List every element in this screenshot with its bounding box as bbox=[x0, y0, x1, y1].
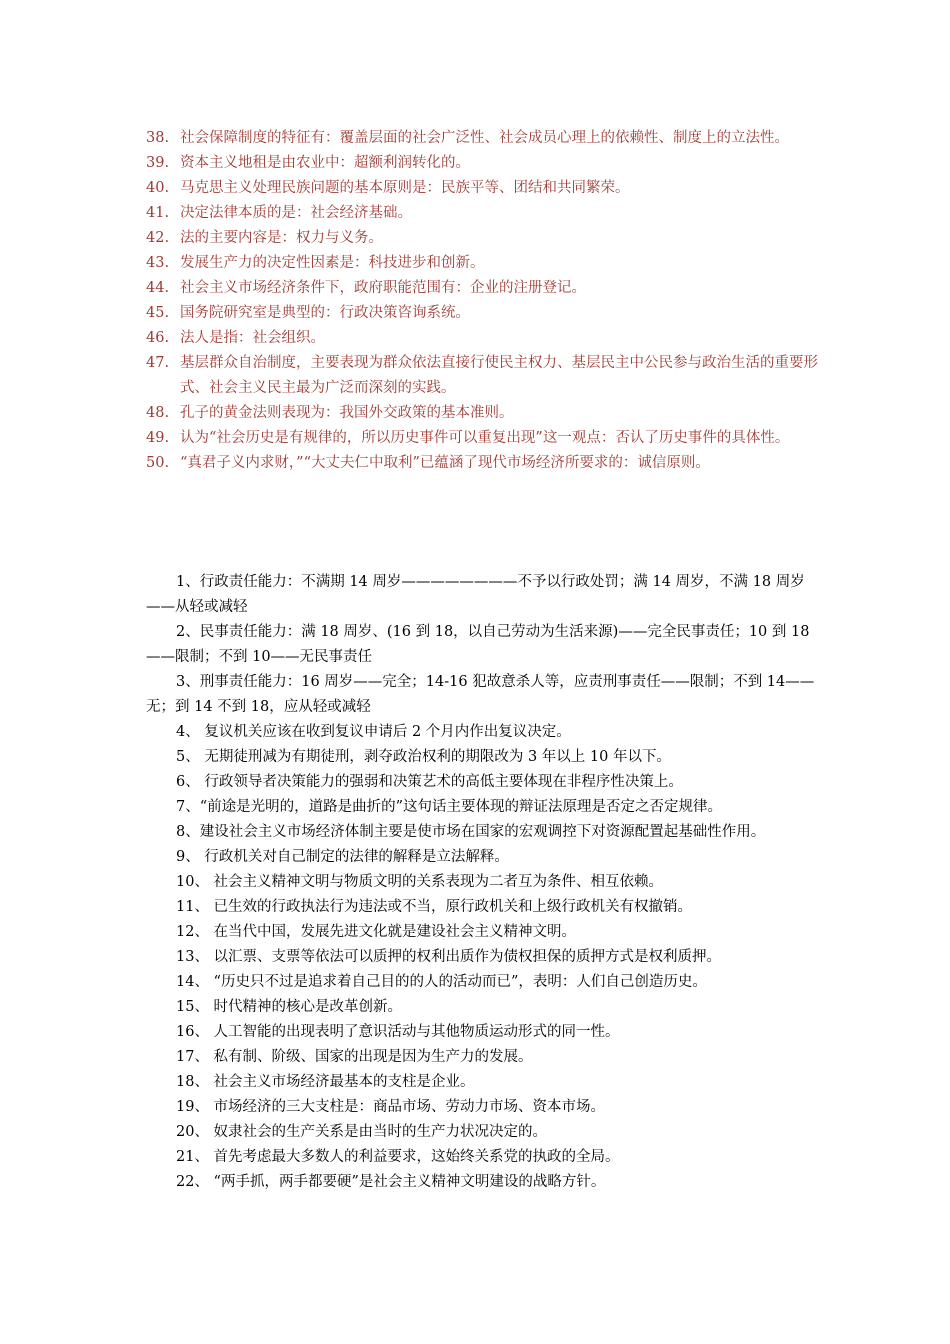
item-text: 法的主要内容是：权力与义务。 bbox=[180, 230, 383, 246]
paragraph: 17、 私有制、阶级、国家的出现是因为生产力的发展。 bbox=[176, 1049, 533, 1065]
paragraph: 1、行政责任能力：不满期 14 周岁————————不予以行政处罚；满 14 周岁，不满 18 周岁——从轻或减轻 bbox=[146, 574, 805, 615]
paragraph: 14、 “历史只不过是追求着自己目的的人的活动而已”，表明：人们自己创造历史。 bbox=[176, 974, 707, 990]
body-paragraphs bbox=[146, 570, 816, 1195]
list-item bbox=[146, 401, 826, 426]
paragraph: 12、 在当代中国，发展先进文化就是建设社会主义精神文明。 bbox=[176, 924, 577, 940]
paragraph: 15、 时代精神的核心是改革创新。 bbox=[176, 999, 403, 1015]
item-number: 47. bbox=[146, 355, 170, 371]
item-number: 39. bbox=[146, 155, 170, 171]
paragraph: 5、 无期徒刑减为有期徒刑，剥夺政治权利的期限改为 3 年以上 10 年以下。 bbox=[176, 749, 671, 765]
item-text: 法人是指：社会组织。 bbox=[180, 330, 325, 346]
list-item bbox=[146, 126, 826, 151]
item-number: 41. bbox=[146, 205, 170, 221]
item-text: 认为“社会历史是有规律的，所以历史事件可以重复出现”这一观点：否认了历史事件的具体性。 bbox=[180, 430, 790, 446]
paragraph: 11、 已生效的行政执法行为违法或不当，原行政机关和上级行政机关有权撤销。 bbox=[176, 899, 693, 915]
item-number: 44. bbox=[146, 280, 170, 296]
paragraph: 8、建设社会主义市场经济体制主要是使市场在国家的宏观调控下对资源配置起基础性作用。 bbox=[176, 824, 766, 840]
list-item bbox=[146, 301, 826, 326]
item-number: 42. bbox=[146, 230, 170, 246]
paragraph: 9、 行政机关对自己制定的法律的解释是立法解释。 bbox=[176, 849, 509, 865]
list-item bbox=[146, 226, 826, 251]
list-item bbox=[146, 201, 826, 226]
item-number: 48. bbox=[146, 405, 170, 421]
paragraph: 2、民事责任能力：满 18 周岁、(16 到 18，以自己劳动为生活来源)——完全民事责任；10 到 18——限制；不到 10——无民事责任 bbox=[146, 624, 810, 665]
list-item bbox=[146, 451, 826, 476]
list-item bbox=[146, 251, 826, 276]
paragraph: 6、 行政领导者决策能力的强弱和决策艺术的高低主要体现在非程序性决策上。 bbox=[176, 774, 683, 790]
list-item bbox=[146, 426, 826, 451]
list-item bbox=[146, 351, 826, 401]
paragraph: 18、 社会主义市场经济最基本的支柱是企业。 bbox=[176, 1074, 475, 1090]
item-text: 国务院研究室是典型的：行政决策咨询系统。 bbox=[180, 305, 470, 321]
paragraph: 19、 市场经济的三大支柱是：商品市场、劳动力市场、资本市场。 bbox=[176, 1099, 606, 1115]
red-numbered-list bbox=[146, 126, 826, 476]
item-text: 社会主义市场经济条件下，政府职能范围有：企业的注册登记。 bbox=[180, 280, 586, 296]
item-number: 43. bbox=[146, 255, 170, 271]
paragraph: 4、 复议机关应该在收到复议申请后 2 个月内作出复议决定。 bbox=[176, 724, 571, 740]
list-item bbox=[146, 326, 826, 351]
list-item bbox=[146, 151, 826, 176]
paragraph: 10、 社会主义精神文明与物质文明的关系表现为二者互为条件、相互依赖。 bbox=[176, 874, 664, 890]
paragraph: 20、 奴隶社会的生产关系是由当时的生产力状况决定的。 bbox=[176, 1124, 548, 1140]
item-text: 马克思主义处理民族问题的基本原则是：民族平等、团结和共同繁荣。 bbox=[180, 180, 630, 196]
paragraph: 7、“前途是光明的，道路是曲折的”这句话主要体现的辩证法原理是否定之否定规律。 bbox=[176, 799, 723, 815]
paragraph: 21、 首先考虑最大多数人的利益要求，这始终关系党的执政的全局。 bbox=[176, 1149, 620, 1165]
item-text: “真君子义内求财，”“大丈夫仁中取利”已蕴涵了现代市场经济所要求的：诚信原则。 bbox=[180, 455, 710, 471]
item-text: 基层群众自治制度，主要表现为群众依法直接行使民主权力、基层民主中公民参与政治生活的重要形式、社会主义民主最为广泛而深刻的实践。 bbox=[180, 355, 818, 396]
item-text: 资本主义地租是由农业中：超额利润转化的。 bbox=[180, 155, 470, 171]
paragraph: 22、 “两手抓，两手都要硬”是社会主义精神文明建设的战略方针。 bbox=[176, 1174, 606, 1190]
item-text: 社会保障制度的特征有：覆盖层面的社会广泛性、社会成员心理上的依赖性、制度上的立法性。 bbox=[180, 130, 789, 146]
item-number: 40. bbox=[146, 180, 170, 196]
paragraph: 13、 以汇票、支票等依法可以质押的权利出质作为债权担保的质押方式是权利质押。 bbox=[176, 949, 722, 965]
item-number: 46. bbox=[146, 330, 170, 346]
item-text: 孔子的黄金法则表现为：我国外交政策的基本准则。 bbox=[180, 405, 514, 421]
paragraph: 3、刑事责任能力：16 周岁——完全；14-16 犯故意杀人等，应责刑事责任——限制；不到 14——无；到 14 不到 18，应从轻或减轻 bbox=[146, 674, 815, 715]
item-text: 发展生产力的决定性因素是：科技进步和创新。 bbox=[180, 255, 485, 271]
list-item bbox=[146, 176, 826, 201]
list-item bbox=[146, 276, 826, 301]
item-number: 50. bbox=[146, 455, 170, 471]
item-number: 45. bbox=[146, 305, 170, 321]
item-number: 49. bbox=[146, 430, 170, 446]
paragraph: 16、 人工智能的出现表明了意识活动与其他物质运动形式的同一性。 bbox=[176, 1024, 620, 1040]
item-text: 决定法律本质的是：社会经济基础。 bbox=[180, 205, 412, 221]
item-number: 38. bbox=[146, 130, 170, 146]
